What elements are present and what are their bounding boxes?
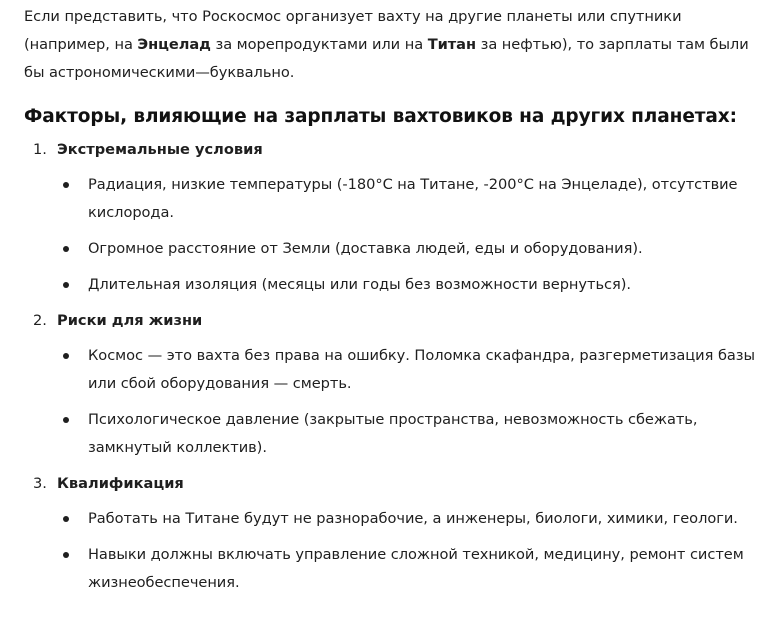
intro-text-part2: за морепродуктами или на (210, 36, 428, 53)
intro-text-part3: за нефтью), то зарплаты там были бы астрономическими—буквально. (24, 36, 749, 81)
bullet-item: Навыки должны включать управление сложной техникой, медицину, ремонт систем жизнеобеспечения. (57, 541, 764, 597)
bullet-item: Космос — это вахта без права на ошибку. Поломка скафандра, разгерметизация базы или сбой оборудования — смерть. (57, 342, 764, 398)
section-heading: Факторы, влияющие на зарплаты вахтовиков на других планетах: (24, 106, 737, 127)
factors-list (24, 136, 764, 597)
bullet-item: Огромное расстояние от Земли (доставка людей, еды и оборудования). (57, 235, 764, 263)
factor-bullets (57, 342, 764, 462)
factor-title: Квалификация (57, 475, 184, 492)
factor-title: Риски для жизни (57, 312, 203, 329)
factor-item-extreme-conditions (24, 136, 764, 299)
intro-paragraph (24, 3, 764, 87)
bullet-item: Длительная изоляция (месяцы или годы без возможности вернуться). (57, 271, 764, 299)
document-content (24, 0, 764, 605)
factor-number: 3. (33, 475, 47, 492)
bullet-item: Радиация, низкие температуры (-180°C на Титане, -200°C на Энцеладе), отсутствие кислорода. (57, 171, 764, 227)
bullet-item: Работать на Титане будут не разнорабочие, а инженеры, биологи, химики, геологи. (57, 505, 764, 533)
factor-number: 1. (33, 141, 47, 158)
factor-bullets (57, 171, 764, 299)
factor-item-life-risks (24, 307, 764, 462)
intro-text-part1: Если представить, что Роскосмос организует вахту на другие планеты или спутники (например, на (24, 8, 682, 53)
factor-item-qualification (24, 470, 764, 597)
intro-enceladus: Энцелад (137, 36, 211, 53)
factor-title: Экстремальные условия (57, 141, 263, 158)
bullet-item: Психологическое давление (закрытые пространства, невозможность сбежать, замкнутый коллектив). (57, 406, 764, 462)
intro-titan: Титан (427, 36, 477, 53)
factor-bullets (57, 505, 764, 597)
factor-number: 2. (33, 312, 47, 329)
